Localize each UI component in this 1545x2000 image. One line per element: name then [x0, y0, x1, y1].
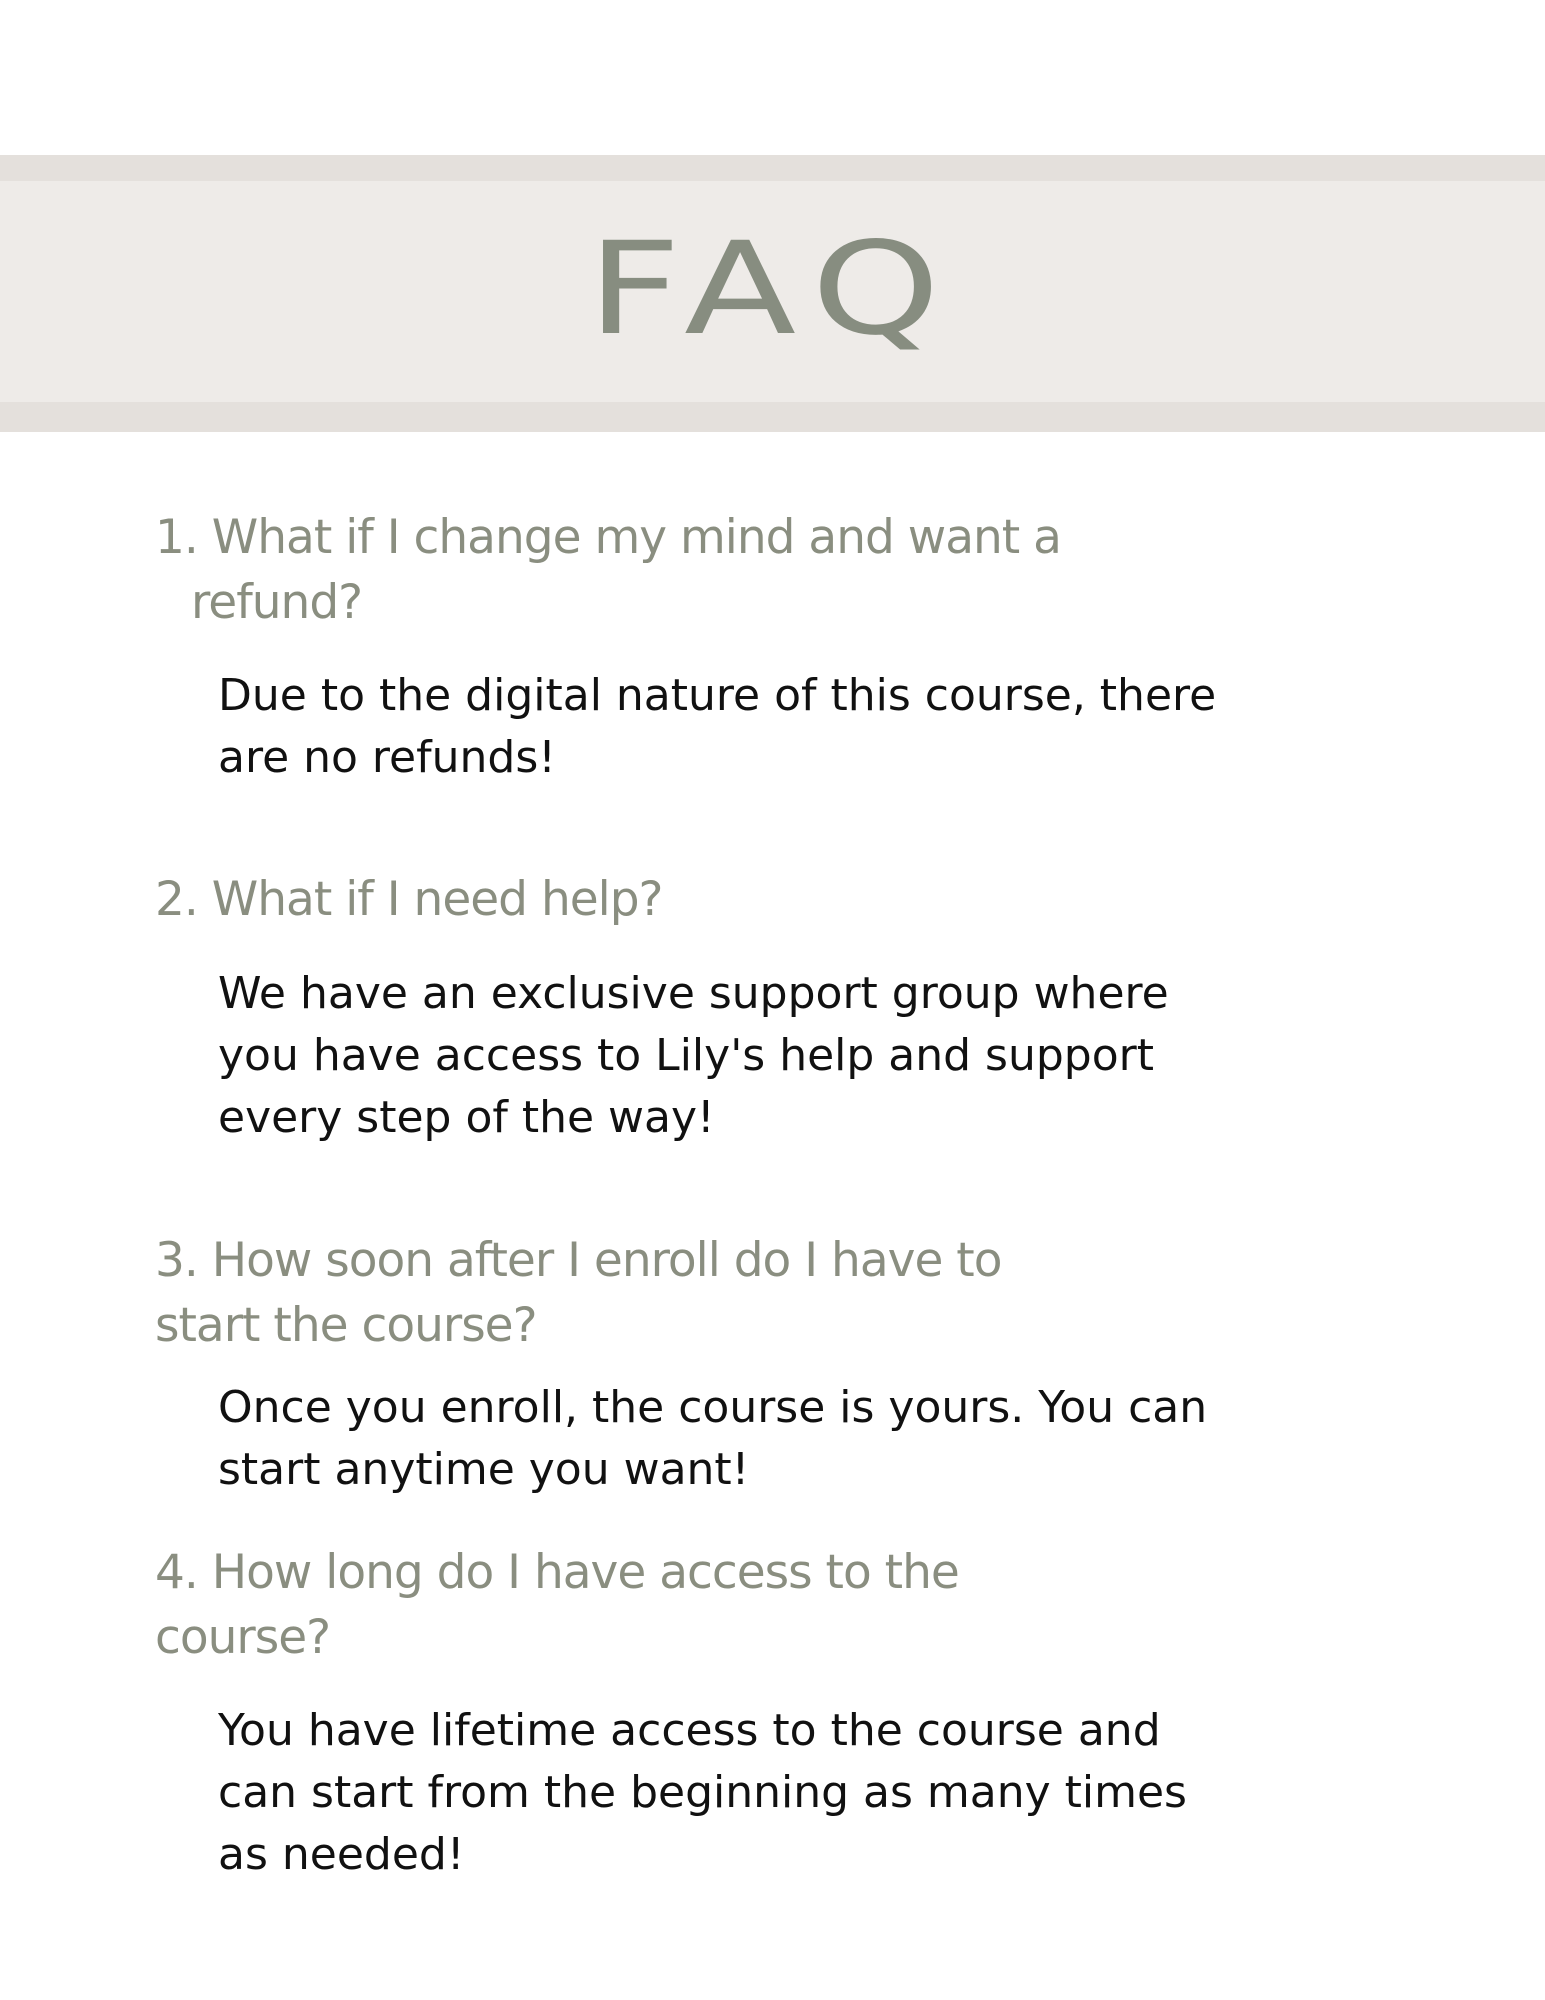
faq-answer-1 [218, 665, 1368, 789]
faq-question-2-line-1: 2. What if I need help? [155, 872, 663, 927]
faq-answer-1-line-2: are no refunds! [218, 732, 556, 783]
faq-answer-4-line-2: can start from the beginning as many times [218, 1767, 1187, 1818]
faq-answer-4-line-1: You have lifetime access to the course and [218, 1705, 1161, 1756]
faq-answer-2-line-3: every step of the way! [218, 1092, 715, 1143]
faq-question-1 [155, 505, 1061, 635]
header-band-top-stripe [0, 155, 1545, 181]
faq-question-1-line-1: 1. What if I change my mind and want a [155, 510, 1061, 565]
faq-question-3-line-1: 3. How soon after I enroll do I have to [155, 1233, 1002, 1288]
faq-answer-4-line-3: as needed! [218, 1829, 465, 1880]
faq-answer-4 [218, 1700, 1368, 1886]
faq-answer-2 [218, 963, 1368, 1149]
faq-answer-3-line-2: start anytime you want! [218, 1444, 750, 1495]
faq-answer-2-line-2: you have access to Lily's help and support [218, 1030, 1154, 1081]
faq-question-1-line-2: refund? [191, 575, 363, 630]
faq-answer-3-line-1: Once you enroll, the course is yours. You can [218, 1382, 1208, 1433]
page-title: FAQ [586, 215, 959, 364]
faq-answer-3 [218, 1377, 1368, 1501]
faq-question-4-line-1: 4. How long do I have access to the [155, 1545, 959, 1600]
faq-question-3-line-2: start the course? [155, 1298, 537, 1353]
header-band-bottom-stripe [0, 402, 1545, 432]
faq-question-2 [155, 867, 663, 932]
faq-answer-1-line-1: Due to the digital nature of this course, there [218, 670, 1217, 721]
faq-question-4-line-2: course? [155, 1610, 331, 1665]
faq-question-3 [155, 1228, 1002, 1358]
faq-question-4 [155, 1540, 959, 1670]
faq-answer-2-line-1: We have an exclusive support group where [218, 968, 1169, 1019]
